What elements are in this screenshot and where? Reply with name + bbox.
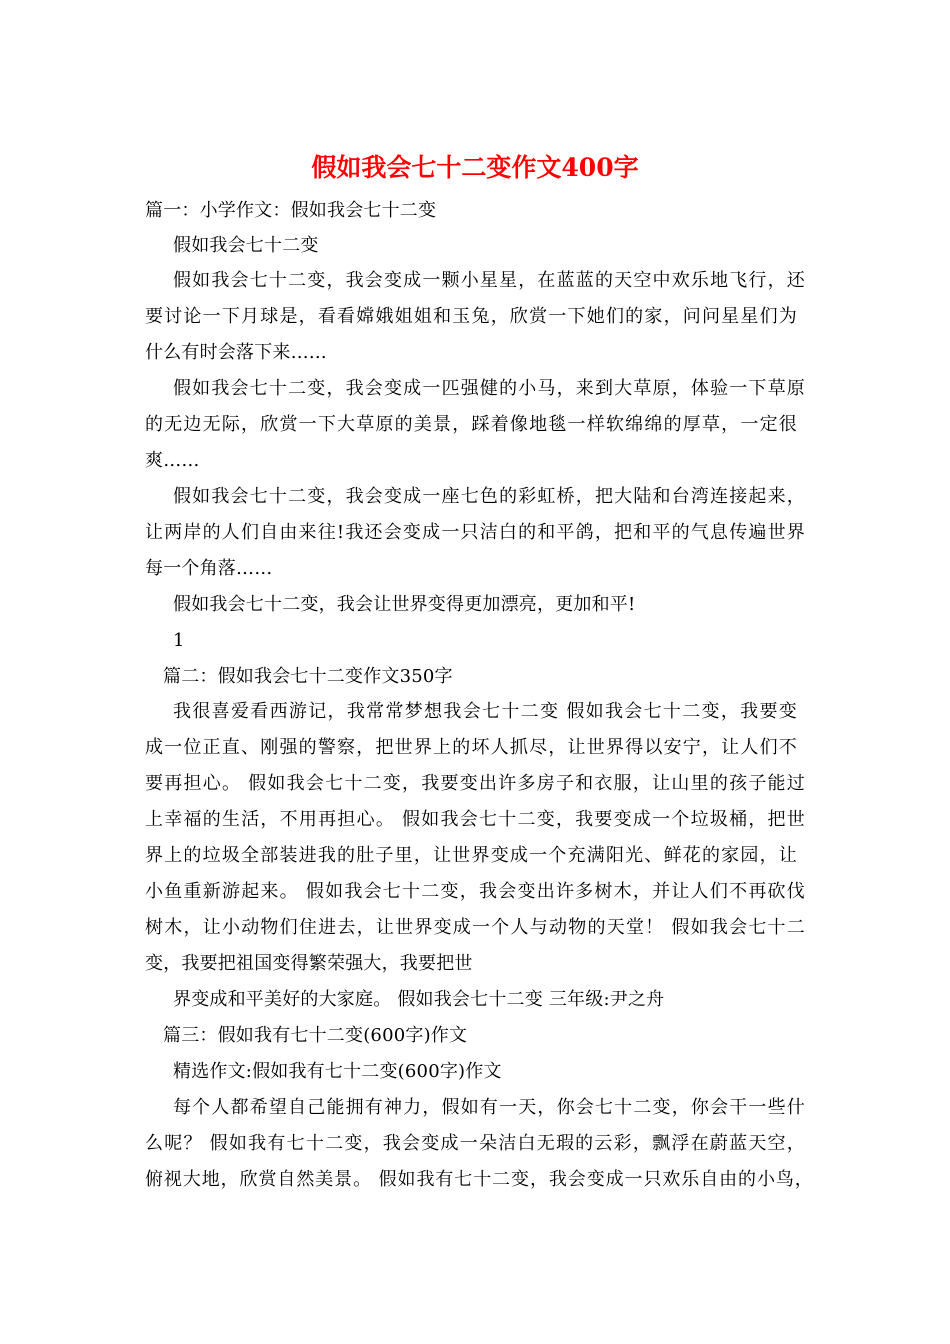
paragraph-line: 俯视大地，欣赏自然美景。 假如我有七十二变，我会变成一只欢乐自由的小鸟，	[145, 1169, 813, 1190]
paragraph-line: 变，我要把祖国变得繁荣强大，我要把世	[145, 953, 473, 974]
paragraph-line: 假如我会七十二变，我会变成一匹强健的小马，来到大草原，体验一下草原	[173, 378, 805, 399]
subtitle-1: 假如我会七十二变	[173, 235, 319, 256]
paragraph-line: 假如我会七十二变，我会变成一座七色的彩虹桥，把大陆和台湾连接起来，	[173, 486, 805, 507]
paragraph-line: 每一个角落……	[145, 558, 273, 579]
paragraph-line: 界上的垃圾全部装进我的肚子里，让世界变成一个充满阳光、鲜花的家园，让	[145, 845, 797, 866]
paragraph-line: 假如我会七十二变，我会变成一颗小星星，在蓝蓝的天空中欢乐地飞行，还	[173, 270, 805, 291]
subtitle-3: 精选作文:假如我有七十二变(600字)作文	[173, 1061, 502, 1082]
section-heading-1: 篇一：小学作文：假如我会七十二变	[145, 200, 437, 221]
paragraph-line: 小鱼重新游起来。 假如我会七十二变，我会变出许多树木，并让人们不再砍伐	[145, 881, 805, 902]
paragraph-line: 上幸福的生活，不用再担心。 假如我会七十二变，我要变成一个垃圾桶，把世	[145, 809, 805, 830]
paragraph-line: 的无边无际，欣赏一下大草原的美景，踩着像地毯一样软绵绵的厚草，一定很	[145, 414, 797, 435]
paragraph-line: 成一位正直、刚强的警察，把世界上的坏人抓尽，让世界得以安宁，让人们不	[145, 737, 797, 758]
section-heading-3: 篇三：假如我有七十二变(600字)作文	[163, 1025, 468, 1046]
paragraph-line: 假如我会七十二变，我会让世界变得更加漂亮，更加和平!	[173, 594, 636, 615]
paragraph-line: 爽……	[145, 450, 200, 471]
paragraph-line: 我很喜爱看西游记，我常常梦想我会七十二变 假如我会七十二变，我要变	[173, 701, 797, 722]
paragraph-line: 要讨论一下月球是，看看嫦娥姐姐和玉兔，欣赏一下她们的家，问问星星们为	[145, 306, 797, 327]
paragraph-line: 树木，让小动物们住进去，让世界变成一个人与动物的天堂！ 假如我会七十二	[145, 917, 805, 938]
page-number: 1	[173, 630, 185, 651]
paragraph-line: 什么有时会落下来……	[145, 342, 327, 363]
paragraph-line: 界变成和平美好的大家庭。 假如我会七十二变 三年级:尹之舟	[173, 989, 665, 1010]
section-heading-2: 篇二：假如我会七十二变作文350字	[163, 666, 453, 687]
paragraph-line: 么呢？ 假如我有七十二变，我会变成一朵洁白无瑕的云彩，飘浮在蔚蓝天空，	[145, 1133, 805, 1154]
paragraph-line: 要再担心。 假如我会七十二变，我要变出许多房子和衣服，让山里的孩子能过	[145, 773, 805, 794]
page-title: 假如我会七十二变作文400字	[311, 153, 639, 182]
paragraph-line: 每个人都希望自己能拥有神力，假如有一天，你会七十二变，你会干一些什	[173, 1097, 805, 1118]
paragraph-line: 让两岸的人们自由来往!我还会变成一只洁白的和平鸽，把和平的气息传遍世界	[145, 522, 805, 543]
